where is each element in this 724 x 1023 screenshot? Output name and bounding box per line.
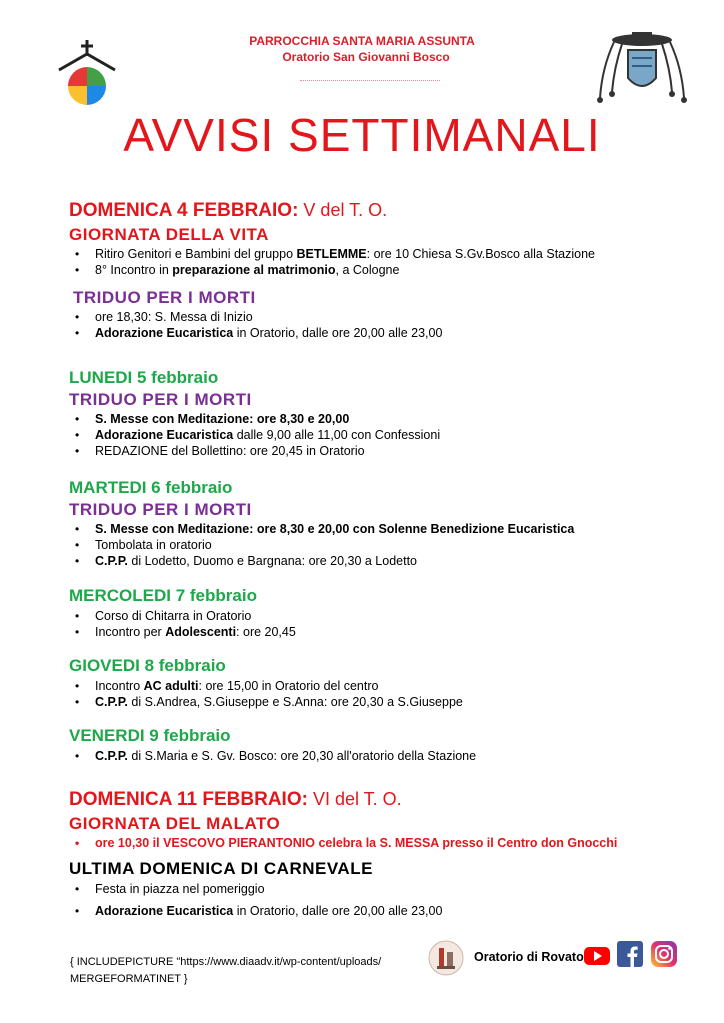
oratorio-logo [55, 38, 119, 108]
field-code-line1: { INCLUDEPICTURE "https://www.diaadv.it/wp-content/uploads/ [70, 956, 382, 968]
parish-name: PARROCCHIA SANTA MARIA ASSUNTA [249, 34, 475, 48]
tuesday-list [68, 521, 574, 569]
list-item: • Ritiro Genitori e Bambini del gruppo BETLEMME: ore 10 Chiesa S.Gv.Bosco alla Stazione [68, 246, 595, 262]
page-title: AVVISI SETTIMANALI [123, 109, 601, 161]
triduo-sunday-list [68, 309, 442, 341]
list-item: • Festa in piazza nel pomeriggio [68, 881, 442, 897]
list-item: • ore 18,30: S. Messa di Inizio [68, 309, 442, 325]
list-item: • Adorazione Eucaristica in Oratorio, dalle ore 20,00 alle 23,00 [68, 325, 442, 341]
instagram-icon[interactable] [651, 941, 677, 967]
malato-list [68, 835, 617, 851]
list-item: • ore 10,30 il VESCOVO PIERANTONIO celebra la S. MESSA presso il Centro don Gnocchi [68, 835, 617, 851]
list-item: • S. Messe con Meditazione: ore 8,30 e 20,00 [68, 411, 440, 427]
oratorio-name: Oratorio San Giovanni Bosco [282, 50, 450, 64]
triduo-heading-monday: TRIDUO PER I MORTI [69, 390, 252, 409]
monday-heading: LUNEDI 5 febbraio [69, 368, 219, 387]
sunday-11-heading [69, 789, 402, 811]
friday-list [68, 748, 476, 764]
header-divider [300, 80, 440, 84]
list-item: • Tombolata in oratorio [68, 537, 574, 553]
friday-heading: VENERDI 9 febbraio [69, 726, 231, 745]
triduo-heading-sunday: TRIDUO PER I MORTI [73, 288, 256, 307]
list-item: • Incontro AC adulti: ore 15,00 in Oratorio del centro [68, 678, 463, 694]
youtube-icon[interactable] [584, 947, 610, 965]
triduo-heading-tuesday: TRIDUO PER I MORTI [69, 500, 252, 519]
carnevale-list [68, 881, 442, 919]
sunday-4-list [68, 246, 595, 278]
sunday-4-heading [69, 200, 387, 222]
field-code-line2: MERGEFORMATINET } [70, 973, 188, 985]
list-item: • REDAZIONE del Bollettino: ore 20,45 in Oratorio [68, 443, 440, 459]
carnevale-heading: ULTIMA DOMENICA DI CARNEVALE [69, 859, 373, 878]
list-item: • C.P.P. di S.Maria e S. Gv. Bosco: ore 20,30 all'oratorio della Stazione [68, 748, 476, 764]
list-item: • Corso di Chitarra in Oratorio [68, 608, 296, 624]
facebook-icon[interactable] [617, 941, 643, 967]
thursday-list [68, 678, 463, 710]
giornata-malato: GIORNATA DEL MALATO [69, 814, 281, 833]
list-item: • C.P.P. di S.Andrea, S.Giuseppe e S.Anna: ore 20,30 a S.Giuseppe [68, 694, 463, 710]
sunday-4-suffix: V del T. O. [298, 200, 388, 220]
thursday-heading: GIOVEDI 8 febbraio [69, 656, 226, 675]
social-label: Oratorio di Rovato [474, 950, 584, 964]
list-item: • Incontro per Adolescenti: ore 20,45 [68, 624, 296, 640]
giornata-vita: GIORNATA DELLA VITA [69, 225, 269, 244]
tuesday-heading: MARTEDI 6 febbraio [69, 478, 233, 497]
list-item: • Adorazione Eucaristica in Oratorio, dalle ore 20,00 alle 23,00 [68, 903, 442, 919]
wednesday-heading: MERCOLEDI 7 febbraio [69, 586, 257, 605]
sunday-11-suffix: VI del T. O. [307, 789, 402, 809]
sunday-11-day: DOMENICA 11 FEBBRAIO: [69, 789, 308, 810]
field-code [70, 954, 381, 988]
oratorio-rovato-logo [428, 940, 464, 976]
monday-list [68, 411, 440, 459]
coat-of-arms-icon [592, 28, 692, 108]
list-item: • C.P.P. di Lodetto, Duomo e Bargnana: ore 20,30 a Lodetto [68, 553, 574, 569]
list-item: • Adorazione Eucaristica dalle 9,00 alle 11,00 con Confessioni [68, 427, 440, 443]
sunday-4-day: DOMENICA 4 FEBBRAIO: [69, 200, 299, 221]
list-item: • 8° Incontro in preparazione al matrimonio, a Cologne [68, 262, 595, 278]
wednesday-list [68, 608, 296, 640]
list-item: • S. Messe con Meditazione: ore 8,30 e 20,00 con Solenne Benedizione Eucaristica [68, 521, 574, 537]
